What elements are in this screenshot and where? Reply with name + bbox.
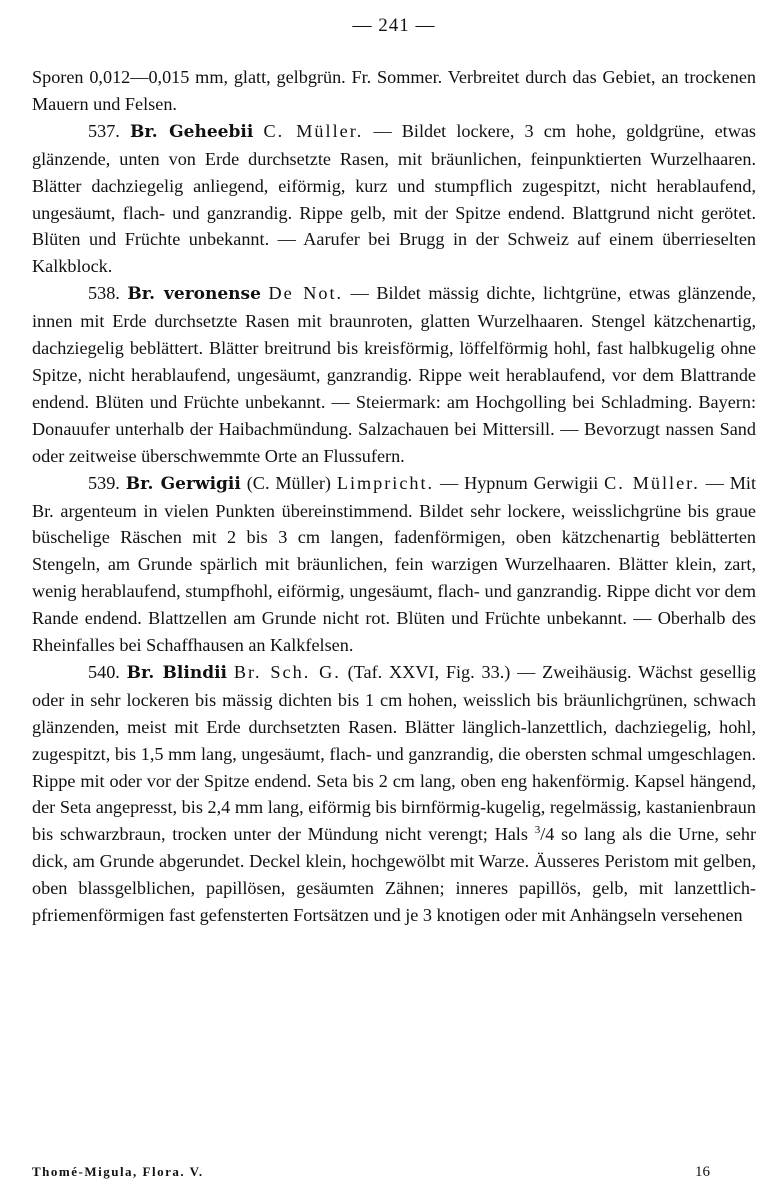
fraction-numerator: 3 xyxy=(534,824,541,837)
species-description: — Bildet lockere, 3 cm hohe, goldgrüne, etwas glänzende, unten von Erde durchsetzte Rasen, mit bräunlichen, feinpunktierten Wurzelhaaren. Blätter dachziegelig anliegend, eiförmig, kurz und stumpflich zugespitzt, nicht herablaufend, ungesäumt, flach- und ganzrandig. Rippe gelb, mit der Spitze endend. Blattgrund nicht gerötet. Blüten und Früchte unbekannt. — Aarufer bei Brugg in der Schweiz auf einem überrieselten Kalkblock. xyxy=(32,120,757,277)
entry-number: 538. xyxy=(88,283,120,304)
species-name: Br. Gerwigii xyxy=(125,473,241,494)
page-number: — 241 — xyxy=(352,15,436,36)
species-description: — Mit Br. argenteum in vielen Punkten übereinstimmend. Bildet sehr lockere, weisslichgrüne bis graue büschelige Räschen mit 2 bis 3 cm langen, fadenförmigen, oben kätzchenartig beblätterten Stengeln, am Grunde spärlich mit bräunlichen, fein warzigen Wurzelhaaren. Blätter klein, zart, wenig herablaufend, stumpfhohl, eiförmig, ungesäumt, flach- und ganzrandig. Rippe dicht vor dem Rande endend. Blattzellen am Grunde nicht rot. Blüten und Früchte unbekannt. — Oberhalb des Rheinfalles bei Schaffhausen an Kalkfelsen. xyxy=(32,472,757,656)
species-author: De Not. xyxy=(268,283,344,304)
entry-number: 539. xyxy=(88,472,120,493)
paragraph-text: Sporen 0,012—0,015 mm, glatt, gelbgrün. Fr. Sommer. Verbreitet durch das Gebiet, an trockenen Mauern und Felsen. xyxy=(32,67,756,114)
footer-signature: Thomé-Migula, Flora. V. xyxy=(32,1164,204,1179)
species-entry-540 xyxy=(32,659,756,929)
species-author-parenthetical: (C. Müller) xyxy=(246,472,331,493)
species-entry-538 xyxy=(32,280,756,469)
entry-number: 540. xyxy=(88,661,120,682)
species-description-continued: so lang als die Urne, sehr dick, am Grunde abgerundet. Deckel klein, hochgewölbt mit Warze. Äusseres Peristom mit gelben, oben blassgelblichen, papillösen, gesäumten Zähnen; inneres papillös, gelb, mit lanzettlich-pfriemenförmigen fast gefensterten Fortsätzen und je 3 knotigen oder mit Anhängseln versehenen xyxy=(32,824,757,926)
species-name: Br. veronense xyxy=(127,284,261,305)
species-author: C. Müller. xyxy=(263,120,364,141)
species-author: Limpricht. xyxy=(336,472,435,493)
synonym-text: — Hypnum Gerwigii xyxy=(440,472,599,493)
entry-number: 537. xyxy=(88,120,120,141)
species-name: Br. Geheebii xyxy=(129,121,254,142)
species-description: (Taf. XXVI, Fig. 33.) — Zweihäusig. Wächst gesellig oder in sehr lockeren bis mässig dichten bis 1 cm hohen, weisslich bis bräunlichgrünen, schwach glänzenden, meist mit Erde durchsetzten Rasen. Blätter länglich-lanzettlich, dachziegelig, hohl, zugespitzt, bis 1,5 mm lang, ungesäumt, flach- und ganzrandig, die obersten schmal umgeschlagen. Rippe mit oder vor der Spitze endend. Seta bis 2 cm lang, oben eng hakenförmig. Kapsel hängend, der Seta angepresst, bis 2,4 mm lang, eiförmig bis birnförmig-kugelig, regelmässig, kastanienbraun bis schwarzbraun, trocken unter der Mündung nicht verengt; Hals xyxy=(32,661,757,845)
species-name: Br. Blindii xyxy=(126,662,228,683)
synonym-author: C. Müller. xyxy=(604,472,700,493)
sheet-number: 16 xyxy=(695,1164,710,1180)
fraction-denominator: /4 xyxy=(540,824,555,845)
species-author: Br. Sch. G. xyxy=(233,661,341,682)
species-entry-539 xyxy=(32,470,756,659)
species-description: — Bildet mässig dichte, lichtgrüne, etwas glänzende, innen mit Erde durchsetzte Rasen mit braunroten, glatten Wurzelhaaren. Stengel kätzchenartig, dachziegelig beblättert. Blätter breitrund bis kreisförmig, löffelförmig hohl, fast halbkugelig ohne Spitze, nicht herablaufend, ungesäumt, ganzrandig. Rippe weit herablaufend, vor dem Blattrande endend. Blüten und Früchte unbekannt. — Steiermark: am Hochgolling bei Schladming. Bayern: Donauufer unterhalb der Haibachmündung. Salzachauen bei Mittersill. — Bevorzugt nassen Sand oder zeitweise überschwemmte Orte an Flussufern. xyxy=(32,283,757,466)
body-text xyxy=(32,64,756,929)
paragraph-intro xyxy=(32,64,756,118)
species-entry-537 xyxy=(32,118,756,280)
document-page xyxy=(32,12,756,929)
